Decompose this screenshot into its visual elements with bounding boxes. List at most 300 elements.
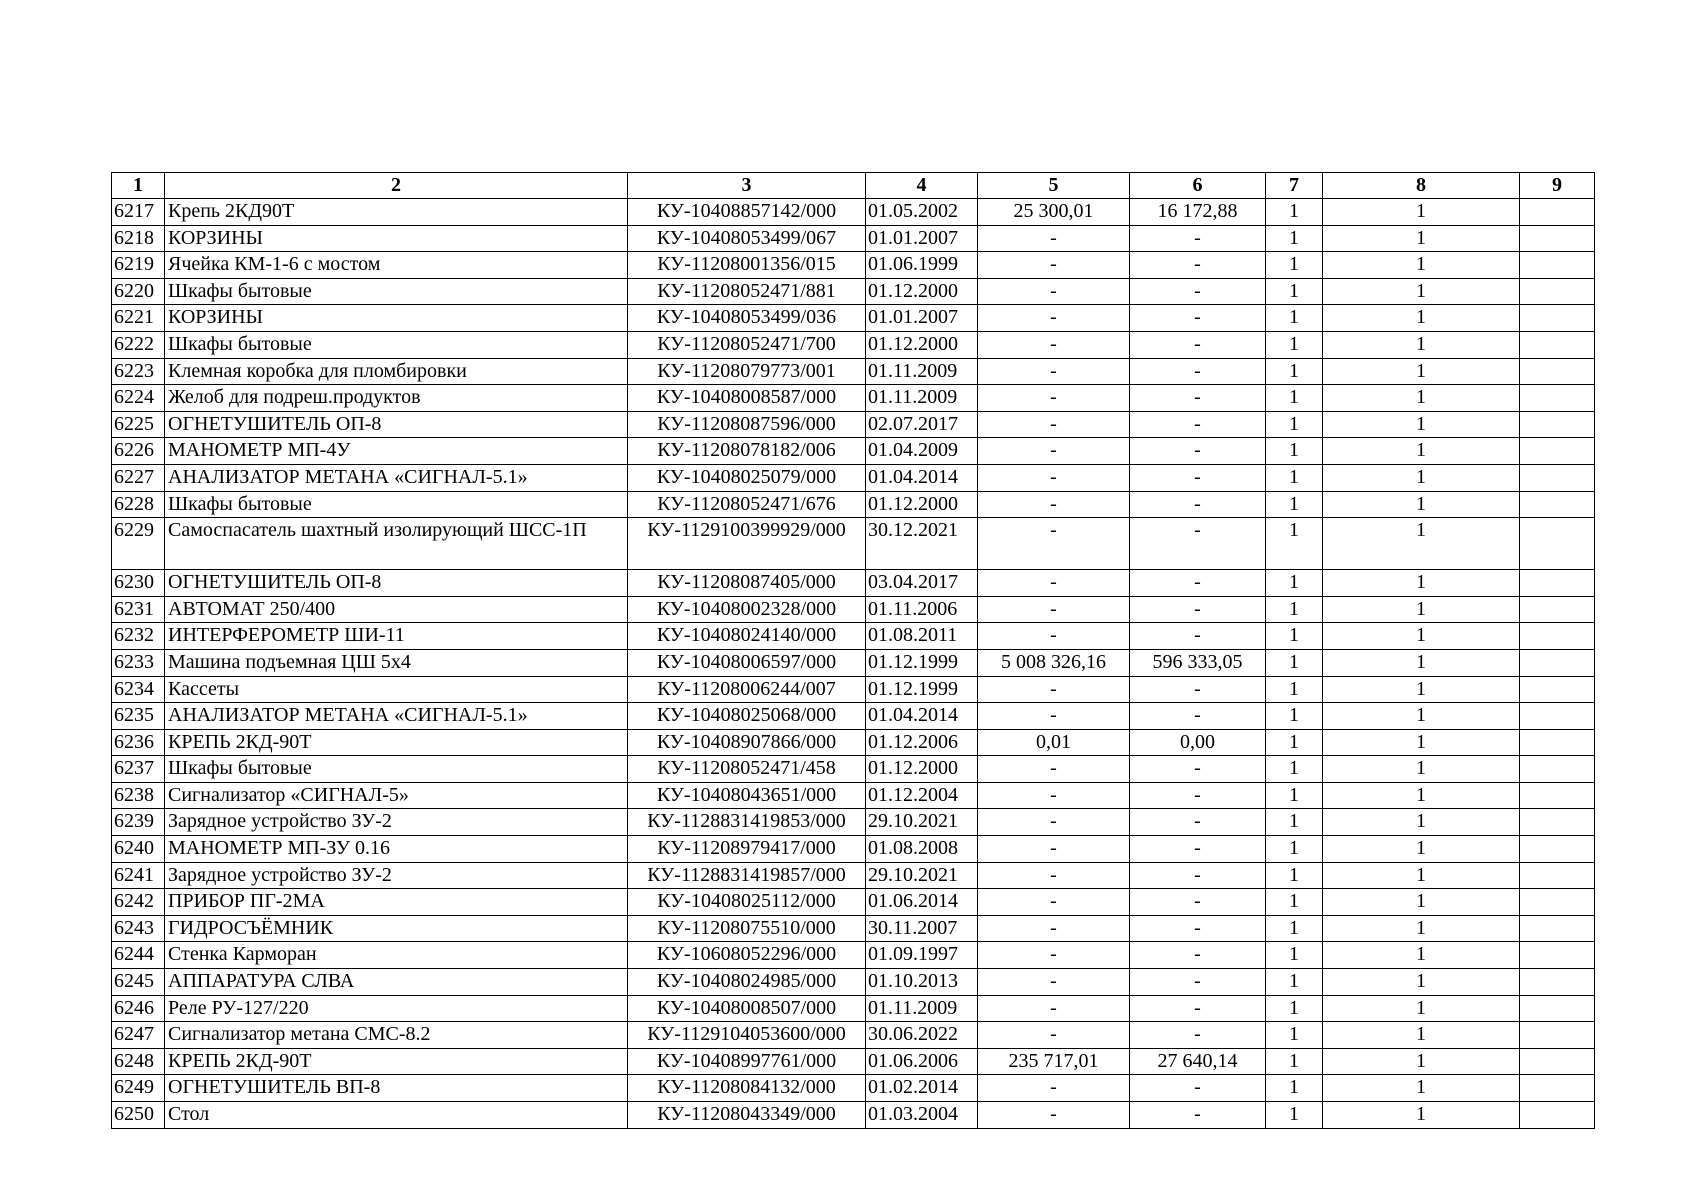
date-cell: 01.06.2014: [866, 889, 978, 916]
qty-col-8-cell: 1: [1323, 995, 1520, 1022]
inventory-table: [111, 172, 1595, 1129]
value-col-6-cell: -: [1130, 782, 1266, 809]
row-number-cell: 6241: [112, 862, 165, 889]
inventory-code-cell: КУ-11208087596/000: [628, 411, 866, 438]
inventory-code-cell: КУ-1128831419857/000: [628, 862, 866, 889]
col-9-cell: [1520, 438, 1595, 465]
item-name-cell: КОРЗИНЫ: [165, 225, 628, 252]
qty-col-7-cell: 1: [1266, 411, 1323, 438]
row-number-cell: 6231: [112, 596, 165, 623]
value-col-5-cell: -: [978, 1022, 1130, 1049]
value-col-5-cell: -: [978, 862, 1130, 889]
table-row: [112, 862, 1595, 889]
row-number-cell: 6240: [112, 836, 165, 863]
table-row: [112, 676, 1595, 703]
qty-col-8-cell: 1: [1323, 836, 1520, 863]
item-name-cell: Клемная коробка для пломбировки: [165, 358, 628, 385]
inventory-code-cell: КУ-11208979417/000: [628, 836, 866, 863]
qty-col-8-cell: 1: [1323, 1022, 1520, 1049]
inventory-code-cell: КУ-11208052471/458: [628, 756, 866, 783]
table-row: [112, 1022, 1595, 1049]
column-header: 2: [165, 173, 628, 199]
column-header: 1: [112, 173, 165, 199]
table-row: [112, 278, 1595, 305]
table-row: [112, 596, 1595, 623]
date-cell: 01.09.1997: [866, 942, 978, 969]
item-name-cell: ГИДРОСЪЁМНИК: [165, 915, 628, 942]
table-row: [112, 518, 1595, 570]
value-col-6-cell: -: [1130, 836, 1266, 863]
qty-col-8-cell: 1: [1323, 225, 1520, 252]
col-9-cell: [1520, 305, 1595, 332]
qty-col-8-cell: 1: [1323, 199, 1520, 226]
row-number-cell: 6235: [112, 703, 165, 730]
value-col-5-cell: -: [978, 969, 1130, 996]
inventory-code-cell: КУ-10408025079/000: [628, 464, 866, 491]
date-cell: 01.01.2007: [866, 305, 978, 332]
item-name-cell: Шкафы бытовые: [165, 491, 628, 518]
row-number-cell: 6244: [112, 942, 165, 969]
inventory-code-cell: КУ-10408006597/000: [628, 649, 866, 676]
qty-col-8-cell: 1: [1323, 252, 1520, 279]
value-col-6-cell: -: [1130, 1022, 1266, 1049]
item-name-cell: АНАЛИЗАТОР МЕТАНА «СИГНАЛ-5.1»: [165, 464, 628, 491]
row-number-cell: 6234: [112, 676, 165, 703]
qty-col-8-cell: 1: [1323, 358, 1520, 385]
date-cell: 01.03.2004: [866, 1102, 978, 1129]
item-name-cell: АППАРАТУРА СЛВА: [165, 969, 628, 996]
date-cell: 01.11.2009: [866, 995, 978, 1022]
value-col-5-cell: -: [978, 623, 1130, 650]
qty-col-8-cell: 1: [1323, 438, 1520, 465]
date-cell: 01.12.2000: [866, 331, 978, 358]
qty-col-7-cell: 1: [1266, 1075, 1323, 1102]
column-header: 7: [1266, 173, 1323, 199]
qty-col-7-cell: 1: [1266, 836, 1323, 863]
inventory-code-cell: КУ-10408043651/000: [628, 782, 866, 809]
col-9-cell: [1520, 862, 1595, 889]
col-9-cell: [1520, 385, 1595, 412]
qty-col-8-cell: 1: [1323, 756, 1520, 783]
table-row: [112, 729, 1595, 756]
inventory-code-cell: КУ-10408024985/000: [628, 969, 866, 996]
col-9-cell: [1520, 1102, 1595, 1129]
header-row: [112, 173, 1595, 199]
row-number-cell: 6248: [112, 1048, 165, 1075]
value-col-5-cell: -: [978, 809, 1130, 836]
table-row: [112, 1048, 1595, 1075]
date-cell: 01.12.1999: [866, 649, 978, 676]
qty-col-8-cell: 1: [1323, 411, 1520, 438]
row-number-cell: 6238: [112, 782, 165, 809]
item-name-cell: МАНОМЕТР МП-4У: [165, 438, 628, 465]
qty-col-8-cell: 1: [1323, 385, 1520, 412]
inventory-code-cell: КУ-11208006244/007: [628, 676, 866, 703]
row-number-cell: 6228: [112, 491, 165, 518]
item-name-cell: Самоспасатель шахтный изолирующий ШСС-1П: [165, 518, 628, 570]
value-col-5-cell: -: [978, 385, 1130, 412]
value-col-5-cell: -: [978, 464, 1130, 491]
col-9-cell: [1520, 199, 1595, 226]
inventory-code-cell: КУ-11208052471/676: [628, 491, 866, 518]
col-9-cell: [1520, 570, 1595, 597]
row-number-cell: 6245: [112, 969, 165, 996]
value-col-6-cell: -: [1130, 623, 1266, 650]
value-col-5-cell: -: [978, 411, 1130, 438]
qty-col-8-cell: 1: [1323, 518, 1520, 570]
value-col-5-cell: 235 717,01: [978, 1048, 1130, 1075]
qty-col-7-cell: 1: [1266, 756, 1323, 783]
qty-col-8-cell: 1: [1323, 623, 1520, 650]
row-number-cell: 6246: [112, 995, 165, 1022]
row-number-cell: 6219: [112, 252, 165, 279]
qty-col-7-cell: 1: [1266, 862, 1323, 889]
item-name-cell: ОГНЕТУШИТЕЛЬ ВП-8: [165, 1075, 628, 1102]
qty-col-7-cell: 1: [1266, 649, 1323, 676]
col-9-cell: [1520, 225, 1595, 252]
qty-col-8-cell: 1: [1323, 1102, 1520, 1129]
qty-col-7-cell: 1: [1266, 942, 1323, 969]
date-cell: 30.06.2022: [866, 1022, 978, 1049]
inventory-code-cell: КУ-10408002328/000: [628, 596, 866, 623]
col-9-cell: [1520, 411, 1595, 438]
qty-col-7-cell: 1: [1266, 915, 1323, 942]
table-row: [112, 836, 1595, 863]
value-col-6-cell: -: [1130, 305, 1266, 332]
table-row: [112, 331, 1595, 358]
value-col-5-cell: -: [978, 995, 1130, 1022]
row-number-cell: 6239: [112, 809, 165, 836]
qty-col-8-cell: 1: [1323, 464, 1520, 491]
value-col-6-cell: -: [1130, 915, 1266, 942]
value-col-5-cell: -: [978, 570, 1130, 597]
row-number-cell: 6222: [112, 331, 165, 358]
row-number-cell: 6242: [112, 889, 165, 916]
qty-col-7-cell: 1: [1266, 385, 1323, 412]
date-cell: 01.02.2014: [866, 1075, 978, 1102]
inventory-code-cell: КУ-10408997761/000: [628, 1048, 866, 1075]
col-9-cell: [1520, 649, 1595, 676]
col-9-cell: [1520, 1048, 1595, 1075]
value-col-5-cell: -: [978, 358, 1130, 385]
col-9-cell: [1520, 889, 1595, 916]
item-name-cell: Шкафы бытовые: [165, 331, 628, 358]
value-col-6-cell: -: [1130, 518, 1266, 570]
table-row: [112, 703, 1595, 730]
inventory-code-cell: КУ-10608052296/000: [628, 942, 866, 969]
col-9-cell: [1520, 358, 1595, 385]
value-col-5-cell: -: [978, 782, 1130, 809]
item-name-cell: Машина подъемная ЦШ 5х4: [165, 649, 628, 676]
value-col-5-cell: -: [978, 331, 1130, 358]
column-header: 8: [1323, 173, 1520, 199]
item-name-cell: Желоб для подреш.продуктов: [165, 385, 628, 412]
column-header: 6: [1130, 173, 1266, 199]
value-col-6-cell: -: [1130, 676, 1266, 703]
value-col-5-cell: -: [978, 518, 1130, 570]
value-col-6-cell: -: [1130, 464, 1266, 491]
qty-col-7-cell: 1: [1266, 278, 1323, 305]
row-number-cell: 6225: [112, 411, 165, 438]
value-col-5-cell: -: [978, 703, 1130, 730]
value-col-6-cell: -: [1130, 225, 1266, 252]
inventory-code-cell: КУ-10408008587/000: [628, 385, 866, 412]
table-row: [112, 889, 1595, 916]
table-row: [112, 225, 1595, 252]
value-col-6-cell: -: [1130, 889, 1266, 916]
item-name-cell: ОГНЕТУШИТЕЛЬ ОП-8: [165, 570, 628, 597]
qty-col-7-cell: 1: [1266, 969, 1323, 996]
qty-col-7-cell: 1: [1266, 995, 1323, 1022]
qty-col-7-cell: 1: [1266, 1102, 1323, 1129]
qty-col-7-cell: 1: [1266, 199, 1323, 226]
row-number-cell: 6250: [112, 1102, 165, 1129]
qty-col-8-cell: 1: [1323, 278, 1520, 305]
date-cell: 01.12.2000: [866, 491, 978, 518]
qty-col-7-cell: 1: [1266, 358, 1323, 385]
date-cell: 01.05.2002: [866, 199, 978, 226]
value-col-6-cell: -: [1130, 331, 1266, 358]
col-9-cell: [1520, 836, 1595, 863]
col-9-cell: [1520, 995, 1595, 1022]
table-row: [112, 438, 1595, 465]
col-9-cell: [1520, 756, 1595, 783]
table-row: [112, 199, 1595, 226]
qty-col-7-cell: 1: [1266, 518, 1323, 570]
item-name-cell: ПРИБОР ПГ-2МА: [165, 889, 628, 916]
value-col-5-cell: -: [978, 836, 1130, 863]
qty-col-8-cell: 1: [1323, 809, 1520, 836]
value-col-6-cell: -: [1130, 491, 1266, 518]
item-name-cell: Сигнализатор метана СМС-8.2: [165, 1022, 628, 1049]
date-cell: 29.10.2021: [866, 809, 978, 836]
col-9-cell: [1520, 518, 1595, 570]
qty-col-7-cell: 1: [1266, 1022, 1323, 1049]
qty-col-7-cell: 1: [1266, 225, 1323, 252]
value-col-6-cell: -: [1130, 756, 1266, 783]
qty-col-8-cell: 1: [1323, 915, 1520, 942]
value-col-5-cell: -: [978, 225, 1130, 252]
row-number-cell: 6233: [112, 649, 165, 676]
item-name-cell: КРЕПЬ 2КД-90Т: [165, 1048, 628, 1075]
value-col-5-cell: -: [978, 596, 1130, 623]
col-9-cell: [1520, 942, 1595, 969]
item-name-cell: Стенка Карморан: [165, 942, 628, 969]
col-9-cell: [1520, 278, 1595, 305]
date-cell: 01.10.2013: [866, 969, 978, 996]
value-col-6-cell: -: [1130, 995, 1266, 1022]
value-col-6-cell: -: [1130, 385, 1266, 412]
col-9-cell: [1520, 1022, 1595, 1049]
value-col-6-cell: -: [1130, 942, 1266, 969]
item-name-cell: Шкафы бытовые: [165, 756, 628, 783]
inventory-code-cell: КУ-10408025112/000: [628, 889, 866, 916]
qty-col-7-cell: 1: [1266, 331, 1323, 358]
column-header: 4: [866, 173, 978, 199]
date-cell: 01.04.2009: [866, 438, 978, 465]
date-cell: 01.11.2009: [866, 385, 978, 412]
date-cell: 01.06.2006: [866, 1048, 978, 1075]
table-row: [112, 1075, 1595, 1102]
table-row: [112, 252, 1595, 279]
inventory-code-cell: КУ-10408053499/067: [628, 225, 866, 252]
item-name-cell: Кассеты: [165, 676, 628, 703]
qty-col-8-cell: 1: [1323, 331, 1520, 358]
value-col-6-cell: -: [1130, 358, 1266, 385]
value-col-6-cell: -: [1130, 438, 1266, 465]
inventory-code-cell: КУ-1129100399929/000: [628, 518, 866, 570]
value-col-5-cell: 5 008 326,16: [978, 649, 1130, 676]
qty-col-7-cell: 1: [1266, 623, 1323, 650]
date-cell: 01.08.2011: [866, 623, 978, 650]
col-9-cell: [1520, 729, 1595, 756]
qty-col-8-cell: 1: [1323, 596, 1520, 623]
item-name-cell: Стол: [165, 1102, 628, 1129]
item-name-cell: Зарядное устройство ЗУ-2: [165, 862, 628, 889]
value-col-6-cell: -: [1130, 411, 1266, 438]
item-name-cell: Ячейка КМ-1-6 с мостом: [165, 252, 628, 279]
qty-col-8-cell: 1: [1323, 782, 1520, 809]
date-cell: 01.06.1999: [866, 252, 978, 279]
qty-col-8-cell: 1: [1323, 942, 1520, 969]
col-9-cell: [1520, 809, 1595, 836]
row-number-cell: 6220: [112, 278, 165, 305]
value-col-5-cell: -: [978, 942, 1130, 969]
value-col-5-cell: -: [978, 305, 1130, 332]
date-cell: 01.12.1999: [866, 676, 978, 703]
date-cell: 30.12.2021: [866, 518, 978, 570]
table-row: [112, 464, 1595, 491]
qty-col-8-cell: 1: [1323, 862, 1520, 889]
row-number-cell: 6227: [112, 464, 165, 491]
value-col-5-cell: -: [978, 1075, 1130, 1102]
row-number-cell: 6230: [112, 570, 165, 597]
qty-col-8-cell: 1: [1323, 570, 1520, 597]
col-9-cell: [1520, 915, 1595, 942]
col-9-cell: [1520, 331, 1595, 358]
table-row: [112, 411, 1595, 438]
value-col-6-cell: -: [1130, 1102, 1266, 1129]
value-col-6-cell: -: [1130, 596, 1266, 623]
qty-col-8-cell: 1: [1323, 491, 1520, 518]
col-9-cell: [1520, 491, 1595, 518]
row-number-cell: 6229: [112, 518, 165, 570]
value-col-5-cell: 0,01: [978, 729, 1130, 756]
col-9-cell: [1520, 623, 1595, 650]
row-number-cell: 6226: [112, 438, 165, 465]
table-row: [112, 969, 1595, 996]
item-name-cell: Крепь 2КД90Т: [165, 199, 628, 226]
inventory-code-cell: КУ-1129104053600/000: [628, 1022, 866, 1049]
item-name-cell: Зарядное устройство ЗУ-2: [165, 809, 628, 836]
inventory-code-cell: КУ-11208084132/000: [628, 1075, 866, 1102]
inventory-code-cell: КУ-10408857142/000: [628, 199, 866, 226]
col-9-cell: [1520, 596, 1595, 623]
row-number-cell: 6243: [112, 915, 165, 942]
value-col-5-cell: -: [978, 252, 1130, 279]
col-9-cell: [1520, 676, 1595, 703]
row-number-cell: 6247: [112, 1022, 165, 1049]
item-name-cell: Сигнализатор «СИГНАЛ-5»: [165, 782, 628, 809]
inventory-code-cell: КУ-10408053499/036: [628, 305, 866, 332]
date-cell: 01.11.2009: [866, 358, 978, 385]
row-number-cell: 6223: [112, 358, 165, 385]
value-col-5-cell: -: [978, 1102, 1130, 1129]
value-col-5-cell: -: [978, 889, 1130, 916]
value-col-5-cell: -: [978, 756, 1130, 783]
row-number-cell: 6224: [112, 385, 165, 412]
item-name-cell: АНАЛИЗАТОР МЕТАНА «СИГНАЛ-5.1»: [165, 703, 628, 730]
table-row: [112, 570, 1595, 597]
col-9-cell: [1520, 782, 1595, 809]
item-name-cell: ОГНЕТУШИТЕЛЬ ОП-8: [165, 411, 628, 438]
value-col-6-cell: -: [1130, 1075, 1266, 1102]
date-cell: 29.10.2021: [866, 862, 978, 889]
qty-col-7-cell: 1: [1266, 889, 1323, 916]
qty-col-7-cell: 1: [1266, 491, 1323, 518]
row-number-cell: 6237: [112, 756, 165, 783]
qty-col-7-cell: 1: [1266, 438, 1323, 465]
date-cell: 01.04.2014: [866, 703, 978, 730]
inventory-code-cell: КУ-11208075510/000: [628, 915, 866, 942]
column-header: 5: [978, 173, 1130, 199]
value-col-6-cell: -: [1130, 862, 1266, 889]
row-number-cell: 6217: [112, 199, 165, 226]
table-row: [112, 491, 1595, 518]
qty-col-7-cell: 1: [1266, 252, 1323, 279]
inventory-code-cell: КУ-11208043349/000: [628, 1102, 866, 1129]
table-body: [112, 199, 1595, 1129]
inventory-code-cell: КУ-10408907866/000: [628, 729, 866, 756]
table-row: [112, 305, 1595, 332]
table-row: [112, 809, 1595, 836]
inventory-code-cell: КУ-10408024140/000: [628, 623, 866, 650]
date-cell: 01.08.2008: [866, 836, 978, 863]
value-col-6-cell: -: [1130, 809, 1266, 836]
qty-col-8-cell: 1: [1323, 649, 1520, 676]
value-col-5-cell: -: [978, 676, 1130, 703]
qty-col-8-cell: 1: [1323, 305, 1520, 332]
item-name-cell: ИНТЕРФЕРОМЕТР ШИ-11: [165, 623, 628, 650]
qty-col-7-cell: 1: [1266, 809, 1323, 836]
qty-col-8-cell: 1: [1323, 889, 1520, 916]
inventory-code-cell: КУ-11208087405/000: [628, 570, 866, 597]
item-name-cell: МАНОМЕТР МП-ЗУ 0.16: [165, 836, 628, 863]
table-row: [112, 649, 1595, 676]
item-name-cell: АВТОМАТ 250/400: [165, 596, 628, 623]
table-row: [112, 756, 1595, 783]
date-cell: 01.12.2000: [866, 756, 978, 783]
value-col-5-cell: 25 300,01: [978, 199, 1130, 226]
qty-col-7-cell: 1: [1266, 703, 1323, 730]
qty-col-7-cell: 1: [1266, 305, 1323, 332]
table-row: [112, 1102, 1595, 1129]
col-9-cell: [1520, 703, 1595, 730]
col-9-cell: [1520, 969, 1595, 996]
item-name-cell: Шкафы бытовые: [165, 278, 628, 305]
value-col-5-cell: -: [978, 915, 1130, 942]
table-row: [112, 385, 1595, 412]
date-cell: 02.07.2017: [866, 411, 978, 438]
date-cell: 01.12.2004: [866, 782, 978, 809]
table-row: [112, 623, 1595, 650]
value-col-6-cell: 27 640,14: [1130, 1048, 1266, 1075]
table-row: [112, 995, 1595, 1022]
qty-col-8-cell: 1: [1323, 676, 1520, 703]
qty-col-7-cell: 1: [1266, 464, 1323, 491]
value-col-5-cell: -: [978, 278, 1130, 305]
qty-col-8-cell: 1: [1323, 1048, 1520, 1075]
